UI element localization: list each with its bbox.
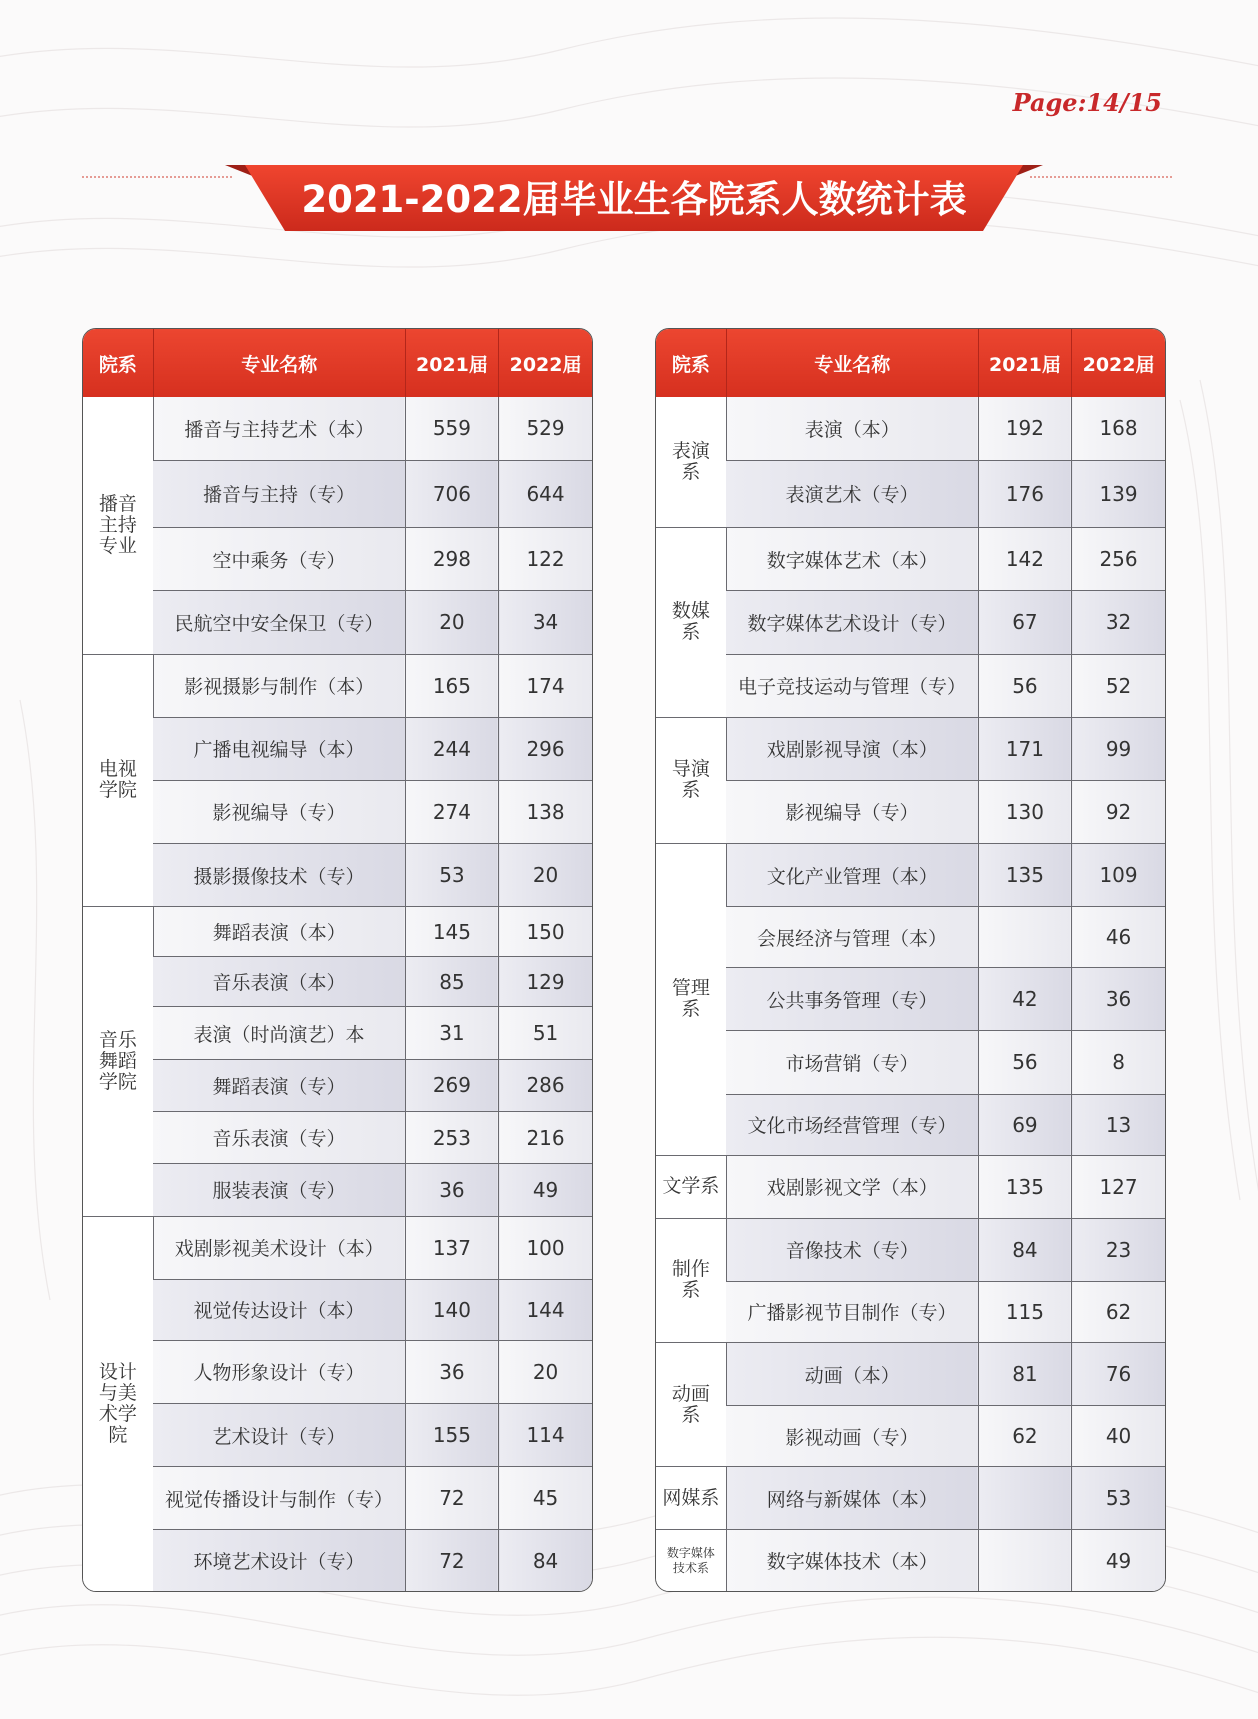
major-cell: 表演（本） [726, 397, 978, 460]
dept-cell: 设计与美术学院 [83, 1216, 153, 1591]
count-2021-cell: 192 [978, 397, 1071, 460]
count-2021-cell: 706 [405, 460, 498, 528]
major-cell: 播音与主持艺术（本） [153, 397, 405, 460]
count-2022-cell: 114 [499, 1403, 592, 1466]
table-row [83, 1530, 592, 1591]
title-rule-left [82, 176, 232, 178]
count-2022-cell: 129 [499, 957, 592, 1007]
count-2021-cell: 253 [405, 1112, 498, 1164]
count-2021-cell: 72 [405, 1467, 498, 1530]
count-2022-cell: 52 [1072, 654, 1165, 717]
major-cell: 影视摄影与制作（本） [153, 654, 405, 717]
count-2022-cell: 99 [1072, 717, 1165, 780]
major-cell: 表演艺术（专） [726, 460, 978, 528]
table-row [656, 717, 1165, 780]
count-2021-cell: 56 [978, 654, 1071, 717]
header-dept: 院系 [656, 329, 726, 397]
count-2022-cell: 13 [1072, 1094, 1165, 1155]
table-row [83, 844, 592, 907]
count-2021-cell: 171 [978, 717, 1071, 780]
table-row [656, 1467, 1165, 1530]
table-row [656, 397, 1165, 460]
table-row [83, 1164, 592, 1216]
table-row [83, 1403, 592, 1466]
count-2022-cell: 34 [499, 591, 592, 654]
table-row [656, 460, 1165, 528]
dept-cell: 导演系 [656, 717, 726, 843]
count-2022-cell: 138 [499, 780, 592, 843]
major-cell: 视觉传达设计（本） [153, 1279, 405, 1340]
major-cell: 电子竞技运动与管理（专） [726, 654, 978, 717]
count-2022-cell: 23 [1072, 1218, 1165, 1281]
table-row [656, 1342, 1165, 1405]
major-cell: 戏剧影视文学（本） [726, 1155, 978, 1218]
count-2021-cell: 42 [978, 968, 1071, 1031]
count-2022-cell: 36 [1072, 968, 1165, 1031]
count-2022-cell: 20 [499, 844, 592, 907]
table-row [656, 1530, 1165, 1591]
major-cell: 音乐表演（本） [153, 957, 405, 1007]
count-2021-cell: 115 [978, 1281, 1071, 1342]
count-2021-cell: 53 [405, 844, 498, 907]
left-table [82, 328, 593, 1592]
count-2022-cell: 174 [499, 654, 592, 717]
table-row [83, 907, 592, 957]
major-cell: 空中乘务（专） [153, 528, 405, 591]
header-major: 专业名称 [153, 329, 405, 397]
dept-cell: 数字媒体技术系 [656, 1530, 726, 1591]
count-2022-cell: 296 [499, 717, 592, 780]
major-cell: 摄影摄像技术（专） [153, 844, 405, 907]
table-row [656, 844, 1165, 907]
count-2021-cell: 140 [405, 1279, 498, 1340]
table-row [656, 654, 1165, 717]
major-cell: 广播影视节目制作（专） [726, 1281, 978, 1342]
count-2021-cell: 269 [405, 1059, 498, 1111]
major-cell: 舞蹈表演（专） [153, 1059, 405, 1111]
table-row [83, 397, 592, 460]
table-row [83, 1216, 592, 1279]
major-cell: 环境艺术设计（专） [153, 1530, 405, 1591]
dept-cell: 动画系 [656, 1342, 726, 1466]
major-cell: 服装表演（专） [153, 1164, 405, 1216]
count-2022-cell: 53 [1072, 1467, 1165, 1530]
count-2021-cell: 84 [978, 1218, 1071, 1281]
count-2022-cell: 32 [1072, 591, 1165, 654]
table-row [656, 1094, 1165, 1155]
count-2022-cell: 529 [499, 397, 592, 460]
dept-cell: 网媒系 [656, 1467, 726, 1530]
table-row [656, 1218, 1165, 1281]
table-row [83, 1279, 592, 1340]
count-2022-cell: 122 [499, 528, 592, 591]
count-2022-cell: 168 [1072, 397, 1165, 460]
count-2021-cell: 69 [978, 1094, 1071, 1155]
major-cell: 影视动画（专） [726, 1406, 978, 1467]
count-2022-cell: 150 [499, 907, 592, 957]
count-2021-cell: 81 [978, 1342, 1071, 1405]
major-cell: 戏剧影视导演（本） [726, 717, 978, 780]
table-row [656, 528, 1165, 591]
count-2021-cell: 36 [405, 1340, 498, 1403]
major-cell: 影视编导（专） [153, 780, 405, 843]
dept-cell: 电视学院 [83, 654, 153, 907]
table-row [83, 957, 592, 1007]
count-2021-cell [978, 1467, 1071, 1530]
page-title: 2021-2022届毕业生各院系人数统计表 [301, 178, 967, 221]
table-row [83, 780, 592, 843]
count-2022-cell: 216 [499, 1112, 592, 1164]
count-2021-cell: 36 [405, 1164, 498, 1216]
count-2022-cell: 92 [1072, 780, 1165, 843]
major-cell: 播音与主持（专） [153, 460, 405, 528]
count-2022-cell: 8 [1072, 1031, 1165, 1094]
count-2021-cell: 165 [405, 654, 498, 717]
table-row [656, 780, 1165, 843]
count-2021-cell: 130 [978, 780, 1071, 843]
count-2021-cell: 56 [978, 1031, 1071, 1094]
count-2022-cell: 40 [1072, 1406, 1165, 1467]
table-row [83, 654, 592, 717]
count-2022-cell: 109 [1072, 844, 1165, 907]
header-2022: 2022届 [499, 329, 592, 397]
count-2022-cell: 144 [499, 1279, 592, 1340]
count-2022-cell: 139 [1072, 460, 1165, 528]
dept-cell: 文学系 [656, 1155, 726, 1218]
major-cell: 市场营销（专） [726, 1031, 978, 1094]
count-2022-cell: 100 [499, 1216, 592, 1279]
major-cell: 艺术设计（专） [153, 1403, 405, 1466]
count-2021-cell: 176 [978, 460, 1071, 528]
table-row [83, 1467, 592, 1530]
count-2021-cell: 244 [405, 717, 498, 780]
major-cell: 文化市场经营管理（专） [726, 1094, 978, 1155]
count-2021-cell: 62 [978, 1406, 1071, 1467]
dept-cell: 播音主持专业 [83, 397, 153, 654]
major-cell: 音像技术（专） [726, 1218, 978, 1281]
major-cell: 广播电视编导（本） [153, 717, 405, 780]
count-2021-cell: 85 [405, 957, 498, 1007]
table-row [656, 968, 1165, 1031]
major-cell: 数字媒体艺术（本） [726, 528, 978, 591]
major-cell: 音乐表演（专） [153, 1112, 405, 1164]
count-2021-cell: 142 [978, 528, 1071, 591]
count-2022-cell: 46 [1072, 907, 1165, 968]
header-major: 专业名称 [726, 329, 978, 397]
title-rule-right [1030, 176, 1172, 178]
header-2021: 2021届 [978, 329, 1071, 397]
title-banner [225, 165, 1043, 235]
table-row [656, 1406, 1165, 1467]
major-cell: 会展经济与管理（本） [726, 907, 978, 968]
count-2022-cell: 51 [499, 1007, 592, 1059]
header-2022: 2022届 [1072, 329, 1165, 397]
major-cell: 人物形象设计（专） [153, 1340, 405, 1403]
table-row [656, 907, 1165, 968]
count-2022-cell: 84 [499, 1530, 592, 1591]
table-row [83, 591, 592, 654]
right-table [655, 328, 1166, 1592]
table-row [83, 528, 592, 591]
count-2021-cell: 20 [405, 591, 498, 654]
major-cell: 视觉传播设计与制作（专） [153, 1467, 405, 1530]
count-2021-cell: 135 [978, 844, 1071, 907]
table-row [83, 1007, 592, 1059]
count-2021-cell: 31 [405, 1007, 498, 1059]
table-row [83, 717, 592, 780]
table-row [83, 460, 592, 528]
count-2022-cell: 62 [1072, 1281, 1165, 1342]
count-2022-cell: 49 [1072, 1530, 1165, 1591]
count-2021-cell: 137 [405, 1216, 498, 1279]
page-number: Page:14/15 [1012, 88, 1162, 117]
table-row [656, 591, 1165, 654]
major-cell: 表演（时尚演艺）本 [153, 1007, 405, 1059]
table-row [83, 1112, 592, 1164]
count-2022-cell: 49 [499, 1164, 592, 1216]
table-row [83, 1340, 592, 1403]
header-dept: 院系 [83, 329, 153, 397]
count-2021-cell [978, 1530, 1071, 1591]
count-2021-cell: 145 [405, 907, 498, 957]
major-cell: 网络与新媒体（本） [726, 1467, 978, 1530]
dept-cell: 数媒系 [656, 528, 726, 718]
dept-cell: 管理系 [656, 844, 726, 1156]
major-cell: 舞蹈表演（本） [153, 907, 405, 957]
count-2021-cell [978, 907, 1071, 968]
dept-cell: 表演系 [656, 397, 726, 528]
count-2022-cell: 286 [499, 1059, 592, 1111]
header-2021: 2021届 [405, 329, 498, 397]
table-row [656, 1155, 1165, 1218]
major-cell: 民航空中安全保卫（专） [153, 591, 405, 654]
count-2022-cell: 76 [1072, 1342, 1165, 1405]
count-2021-cell: 298 [405, 528, 498, 591]
count-2021-cell: 155 [405, 1403, 498, 1466]
count-2022-cell: 20 [499, 1340, 592, 1403]
major-cell: 动画（本） [726, 1342, 978, 1405]
major-cell: 公共事务管理（专） [726, 968, 978, 1031]
count-2022-cell: 256 [1072, 528, 1165, 591]
count-2021-cell: 72 [405, 1530, 498, 1591]
table-row [83, 1059, 592, 1111]
count-2021-cell: 274 [405, 780, 498, 843]
major-cell: 数字媒体技术（本） [726, 1530, 978, 1591]
major-cell: 文化产业管理（本） [726, 844, 978, 907]
dept-cell: 音乐舞蹈学院 [83, 907, 153, 1216]
count-2021-cell: 559 [405, 397, 498, 460]
count-2022-cell: 45 [499, 1467, 592, 1530]
major-cell: 影视编导（专） [726, 780, 978, 843]
table-row [656, 1031, 1165, 1094]
major-cell: 数字媒体艺术设计（专） [726, 591, 978, 654]
count-2022-cell: 644 [499, 460, 592, 528]
table-row [656, 1281, 1165, 1342]
major-cell: 戏剧影视美术设计（本） [153, 1216, 405, 1279]
count-2021-cell: 67 [978, 591, 1071, 654]
count-2021-cell: 135 [978, 1155, 1071, 1218]
dept-cell: 制作系 [656, 1218, 726, 1342]
count-2022-cell: 127 [1072, 1155, 1165, 1218]
